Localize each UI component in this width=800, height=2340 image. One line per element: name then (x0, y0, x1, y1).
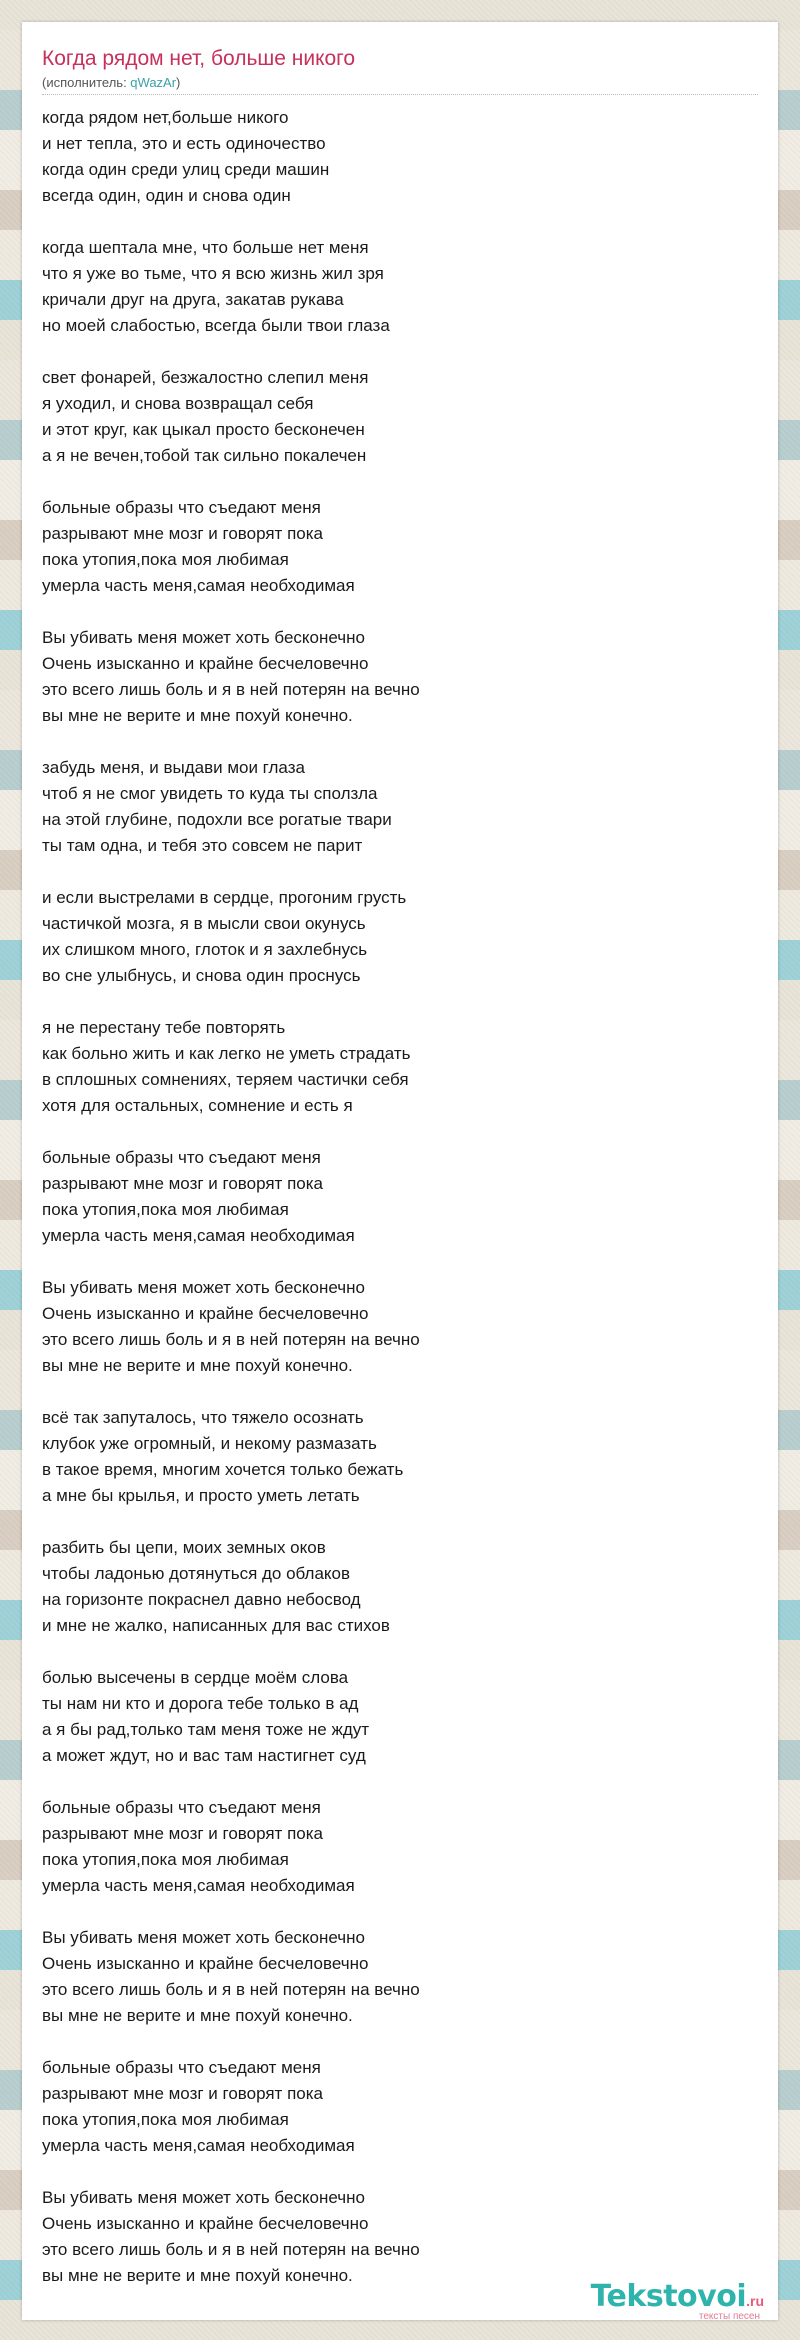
lyrics-line: Очень изысканно и крайне бесчеловечно (42, 654, 369, 673)
artist-link[interactable]: qWazAr (130, 75, 177, 90)
lyrics-line: разбить бы цепи, моих земных оков (42, 1538, 326, 1557)
lyrics-line: их слишком много, глоток и я захлебнусь (42, 940, 368, 959)
lyrics-line: умерла часть меня,самая необходимая (42, 576, 355, 595)
lyrics-line: умерла часть меня,самая необходимая (42, 2136, 355, 2155)
lyrics-line: больные образы что съедают меня (42, 1798, 321, 1817)
lyrics-line: вы мне не верите и мне похуй конечно. (42, 706, 353, 725)
lyrics-line: но моей слабостью, всегда были твои глаза (42, 316, 390, 335)
lyrics-line: я уходил, и снова возвращал себя (42, 394, 314, 413)
lyrics-stanza (42, 1405, 758, 1509)
lyrics-line: кричали друг на друга, закатав рукава (42, 290, 344, 309)
lyrics-line: а мне бы крылья, и просто уметь летать (42, 1486, 360, 1505)
lyrics-line: когда рядом нет,больше никого (42, 108, 289, 127)
lyrics-line: Вы убивать меня может хоть бесконечно (42, 1928, 365, 1947)
lyrics-card (22, 22, 778, 2320)
lyrics-line: когда шептала мне, что больше нет меня (42, 238, 369, 257)
lyrics-line: Вы убивать меня может хоть бесконечно (42, 628, 365, 647)
lyrics-line: пока утопия,пока моя любимая (42, 1200, 289, 1219)
lyrics-stanza (42, 495, 758, 599)
lyrics-line: и этот круг, как цыкал просто бесконечен (42, 420, 365, 439)
artist-line (42, 74, 758, 95)
lyrics-stanza (42, 105, 758, 209)
lyrics-line: как больно жить и как легко не уметь страдать (42, 1044, 411, 1063)
lyrics-stanza (42, 625, 758, 729)
lyrics-stanza (42, 885, 758, 989)
lyrics-stanza (42, 1275, 758, 1379)
lyrics-line: Очень изысканно и крайне бесчеловечно (42, 1954, 369, 1973)
lyrics-line: чтобы ладонью дотянуться до облаков (42, 1564, 351, 1583)
logo-tld: .ru (746, 2293, 764, 2309)
lyrics-stanza (42, 1925, 758, 2029)
lyrics-line: Вы убивать меня может хоть бесконечно (42, 2188, 365, 2207)
lyrics-line: вы мне не верите и мне похуй конечно. (42, 2006, 353, 2025)
lyrics-line: чтоб я не смог увидеть то куда ты сползла (42, 784, 378, 803)
lyrics-stanza (42, 365, 758, 469)
lyrics-line: это всего лишь боль и я в ней потерян на вечно (42, 1330, 420, 1349)
lyrics-line: разрывают мне мозг и говорят пока (42, 2084, 323, 2103)
lyrics-stanza (42, 2185, 758, 2289)
lyrics-stanza (42, 1145, 758, 1249)
lyrics-line: ты нам ни кто и дорога тебе только в ад (42, 1694, 359, 1713)
lyrics-line: болью высечены в сердце моём слова (42, 1668, 349, 1687)
lyrics-line: разрывают мне мозг и говорят пока (42, 1174, 323, 1193)
site-logo[interactable] (591, 2281, 764, 2322)
lyrics-line: Очень изысканно и крайне бесчеловечно (42, 2214, 369, 2233)
lyrics-stanza (42, 1665, 758, 1769)
lyrics-line: Вы убивать меня может хоть бесконечно (42, 1278, 365, 1297)
artist-prefix: (исполнитель: (42, 75, 131, 90)
lyrics-line: а я не вечен,тобой так сильно покалечен (42, 446, 367, 465)
lyrics-line: и мне не жалко, написанных для вас стихов (42, 1616, 390, 1635)
lyrics-stanza (42, 2055, 758, 2159)
lyrics-line: пока утопия,пока моя любимая (42, 550, 289, 569)
lyrics-line: на этой глубине, подохли все рогатые твари (42, 810, 392, 829)
lyrics-stanza (42, 1015, 758, 1119)
lyrics-line: умерла часть меня,самая необходимая (42, 1226, 355, 1245)
lyrics-line: больные образы что съедают меня (42, 1148, 321, 1167)
lyrics-line: свет фонарей, безжалостно слепил меня (42, 368, 369, 387)
lyrics-line: и нет тепла, это и есть одиночество (42, 134, 326, 153)
lyrics-line: я не перестану тебе повторять (42, 1018, 286, 1037)
logo-tagline: тексты песен (698, 2311, 760, 2322)
lyrics-line: в сплошных сомнениях, теряем частички себя (42, 1070, 409, 1089)
lyrics-body (42, 105, 758, 2289)
lyrics-line: в такое время, многим хочется только бежать (42, 1460, 404, 1479)
lyrics-line: ты там одна, и тебя это совсем не парит (42, 836, 363, 855)
lyrics-line: во сне улыбнусь, и снова один проснусь (42, 966, 361, 985)
lyrics-line: всё так запуталось, что тяжело осознать (42, 1408, 364, 1427)
lyrics-line: разрывают мне мозг и говорят пока (42, 1824, 323, 1843)
lyrics-stanza (42, 1795, 758, 1899)
lyrics-line: а я бы рад,только там меня тоже не ждут (42, 1720, 370, 1739)
lyrics-line: забудь меня, и выдави мои глаза (42, 758, 305, 777)
lyrics-line: а может ждут, но и вас там настигнет суд (42, 1746, 366, 1765)
lyrics-stanza (42, 755, 758, 859)
lyrics-line: частичкой мозга, я в мысли свои окунусь (42, 914, 366, 933)
lyrics-line: хотя для остальных, сомнение и есть я (42, 1096, 353, 1115)
artist-suffix: ) (176, 75, 181, 90)
lyrics-line: больные образы что съедают меня (42, 2058, 321, 2077)
lyrics-line: это всего лишь боль и я в ней потерян на вечно (42, 1980, 420, 1999)
lyrics-stanza (42, 1535, 758, 1639)
logo-name: Tekstovoi (590, 2279, 747, 2314)
lyrics-line: клубок уже огромный, и некому размазать (42, 1434, 377, 1453)
lyrics-line: больные образы что съедают меня (42, 498, 321, 517)
lyrics-line: это всего лишь боль и я в ней потерян на вечно (42, 680, 420, 699)
lyrics-stanza (42, 235, 758, 339)
lyrics-line: всегда один, один и снова один (42, 186, 291, 205)
lyrics-line: что я уже во тьме, что я всю жизнь жил зря (42, 264, 384, 283)
lyrics-line: вы мне не верите и мне похуй конечно. (42, 1356, 353, 1375)
lyrics-line: умерла часть меня,самая необходимая (42, 1876, 355, 1895)
lyrics-line: пока утопия,пока моя любимая (42, 1850, 289, 1869)
lyrics-line: Очень изысканно и крайне бесчеловечно (42, 1304, 369, 1323)
lyrics-line: и если выстрелами в сердце, прогоним грусть (42, 888, 407, 907)
lyrics-line: на горизонте покраснел давно небосвод (42, 1590, 361, 1609)
song-title: Когда рядом нет, больше никого (42, 47, 356, 70)
lyrics-line: вы мне не верите и мне похуй конечно. (42, 2266, 353, 2285)
lyrics-line: разрывают мне мозг и говорят пока (42, 524, 323, 543)
lyrics-line: пока утопия,пока моя любимая (42, 2110, 289, 2129)
lyrics-line: когда один среди улиц среди машин (42, 160, 330, 179)
lyrics-line: это всего лишь боль и я в ней потерян на вечно (42, 2240, 420, 2259)
